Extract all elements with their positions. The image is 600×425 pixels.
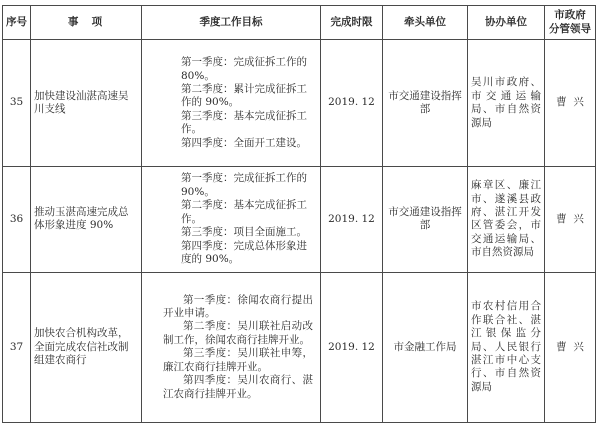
row-item: 加快建设汕湛高速吴川支线	[31, 40, 142, 167]
work-plan-table	[2, 5, 596, 423]
row-number: 37	[3, 272, 31, 422]
header-deadline: 完成时限	[321, 6, 383, 40]
goal-q4: 第四季度：完成总体形象进度的 90%。	[181, 239, 307, 266]
row-leader: 曹 兴	[545, 40, 596, 167]
goal-q4: 第四季度：全面开工建设。	[181, 136, 307, 149]
goal-q1: 第一季度：完成征拆工作的 90%。	[181, 172, 307, 198]
row-leader: 曹 兴	[545, 167, 596, 272]
table-row	[3, 272, 596, 422]
row-deadline: 2019. 12	[321, 40, 383, 167]
header-lead: 牵头单位	[383, 6, 468, 40]
header-item: 事 项	[31, 6, 142, 40]
goal-q3: 第三季度：吴川联社申筹，廉江农商行挂牌开业。	[163, 347, 313, 373]
goal-q3: 第三季度：项目全面施工。	[181, 226, 307, 239]
goal-q1: 第一季度：徐闻农商行提出开业申请。	[163, 293, 313, 319]
header-assist: 协办单位	[468, 6, 545, 40]
goal-q3: 第三季度：基本完成征拆工作。	[181, 109, 307, 136]
row-lead-unit: 市交通建设指挥部	[383, 40, 468, 167]
row-lead-unit: 市交通建设指挥部	[383, 167, 468, 272]
row-goals	[142, 40, 321, 167]
header-leader-line2: 分管领导	[549, 22, 591, 35]
row-deadline: 2019. 12	[321, 272, 383, 422]
row-assist-units: 吴川市政府、市交通运输局、市自然资源局	[468, 40, 545, 167]
row-number: 36	[3, 167, 31, 272]
row-item: 推动玉湛高速完成总体形象进度 90%	[31, 167, 142, 272]
header-leader-line1: 市政府	[554, 9, 586, 22]
goal-q2: 第二季度：基本完成征拆工作。	[181, 199, 307, 225]
goal-q4: 第四季度：吴川农商行、湛江农商行挂牌开业。	[163, 374, 313, 400]
header-goals: 季度工作目标	[142, 6, 321, 40]
row-number: 35	[3, 40, 31, 167]
goal-q1: 第一季度：完成征拆工作的 80%。	[181, 56, 307, 82]
row-item: 加快农合机构改革，全面完成农信社改制组建农商行	[31, 272, 142, 422]
row-goals	[142, 272, 321, 422]
row-deadline: 2019. 12	[321, 167, 383, 272]
header-no: 序号	[3, 6, 31, 40]
row-assist-units: 市农村信用合作联合社、湛江银保监分局、人民银行湛江市中心支行、市自然资源局	[468, 272, 545, 422]
goal-q2: 第二季度：累计完成征拆工作的 90%。	[181, 83, 307, 109]
row-leader: 曹 兴	[545, 272, 596, 422]
row-goals	[142, 167, 321, 272]
row-assist-units: 麻章区、廉江市、遂溪县政府、湛江开发区管委会，市交通运输局、市自然资源局	[468, 167, 545, 272]
header-leader	[545, 6, 596, 40]
header-row	[3, 6, 596, 40]
row-lead-unit: 市金融工作局	[383, 272, 468, 422]
table-row	[3, 40, 596, 167]
table-row	[3, 167, 596, 272]
goal-q2: 第二季度：吴川联社启动改制工作，徐闻农商行挂牌开业。	[163, 320, 313, 346]
